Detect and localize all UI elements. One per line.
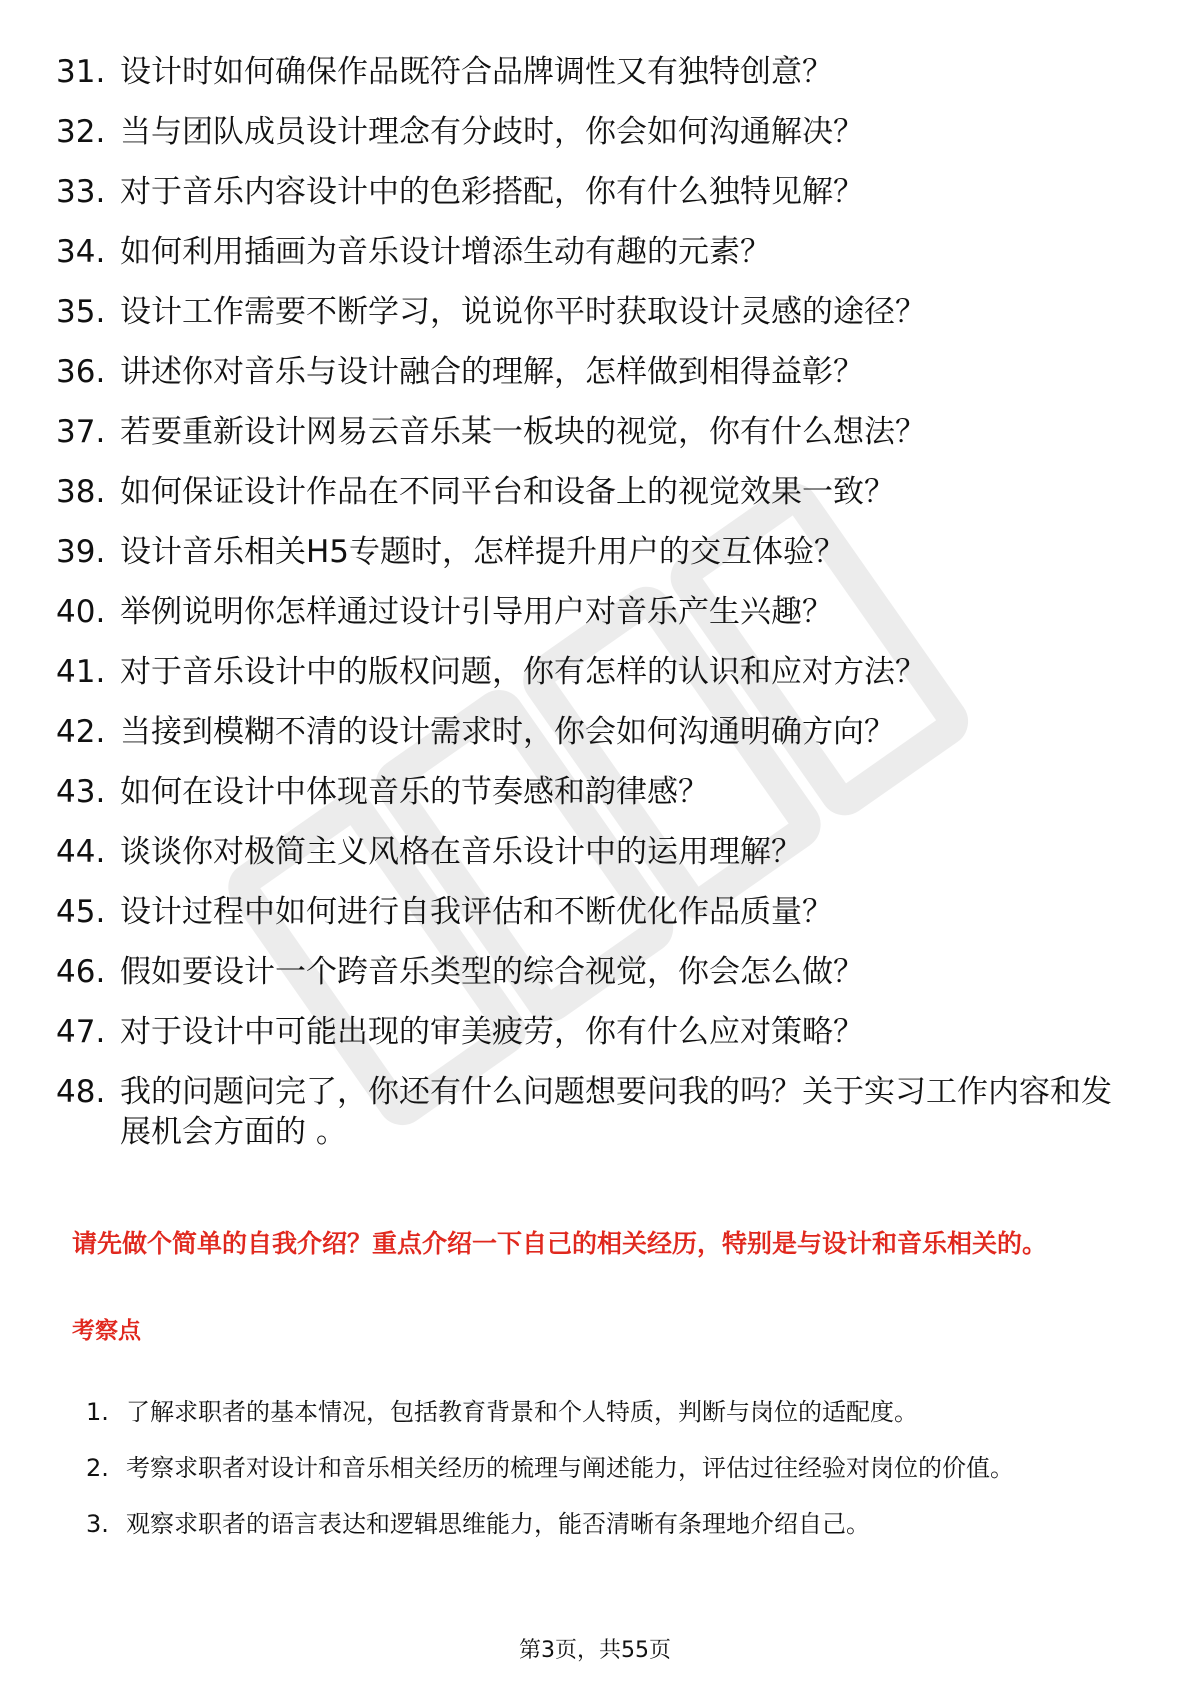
list-item xyxy=(56,652,1136,692)
question-number: 47. xyxy=(56,1014,106,1050)
question-text: 设计工作需要不断学习，说说你平时获取设计灵感的途径？ xyxy=(120,294,926,330)
page-number: 第3页，共55页 xyxy=(519,1638,671,1663)
question-number: 39. xyxy=(56,534,106,570)
section-label: 考察点 xyxy=(72,1318,141,1344)
list-item xyxy=(86,1496,1126,1552)
question-text: 谈谈你对极简主义风格在音乐设计中的运用理解？ xyxy=(120,834,802,870)
list-item xyxy=(56,832,1136,872)
question-number: 34. xyxy=(56,234,106,270)
list-item xyxy=(56,52,1136,92)
question-text: 如何保证设计作品在不同平台和设备上的视觉效果一致？ xyxy=(120,474,895,510)
question-number: 42. xyxy=(56,714,106,750)
list-item xyxy=(56,592,1136,632)
question-text: 设计时如何确保作品既符合品牌调性又有独特创意？ xyxy=(120,54,833,90)
list-item xyxy=(86,1384,1126,1440)
question-number: 44. xyxy=(56,834,106,870)
question-text: 设计过程中如何进行自我评估和不断优化作品质量？ xyxy=(120,894,833,930)
question-text: 当与团队成员设计理念有分歧时，你会如何沟通解决？ xyxy=(120,114,864,150)
question-number: 45. xyxy=(56,894,106,930)
list-item xyxy=(56,472,1136,512)
question-number: 41. xyxy=(56,654,106,690)
list-item xyxy=(56,172,1136,212)
question-text: 如何利用插画为音乐设计增添生动有趣的元素？ xyxy=(120,234,771,270)
list-item xyxy=(56,412,1136,452)
question-text: 若要重新设计网易云音乐某一板块的视觉，你有什么想法？ xyxy=(120,414,926,450)
question-number: 40. xyxy=(56,594,106,630)
list-item xyxy=(56,772,1136,812)
question-text: 如何在设计中体现音乐的节奏感和韵律感？ xyxy=(120,774,709,810)
point-text: 了解求职者的基本情况，包括教育背景和个人特质，判断与岗位的适配度。 xyxy=(126,1398,918,1426)
list-item xyxy=(56,712,1136,752)
point-text: 考察求职者对设计和音乐相关经历的梳理与阐述能力，评估过往经验对岗位的价值。 xyxy=(126,1454,1014,1482)
point-text: 观察求职者的语言表达和逻辑思维能力，能否清晰有条理地介绍自己。 xyxy=(126,1510,870,1538)
question-text: 举例说明你怎样通过设计引导用户对音乐产生兴趣？ xyxy=(120,594,833,630)
question-number: 43. xyxy=(56,774,106,810)
question-number: 33. xyxy=(56,174,106,210)
question-text: 设计音乐相关H5专题时，怎样提升用户的交互体验？ xyxy=(120,534,846,570)
list-item xyxy=(56,1072,1136,1152)
assessment-points xyxy=(86,1384,1126,1552)
question-text: 对于设计中可能出现的审美疲劳，你有什么应对策略？ xyxy=(120,1014,864,1050)
list-item xyxy=(56,952,1136,992)
question-text: 我的问题问完了，你还有什么问题想要问我的吗？关于实习工作内容和发展机会方面的 。 xyxy=(120,1074,1112,1150)
list-item xyxy=(56,112,1136,152)
question-list xyxy=(56,52,1136,1170)
question-number: 31. xyxy=(56,54,106,90)
question-number: 36. xyxy=(56,354,106,390)
list-item xyxy=(56,292,1136,332)
list-item xyxy=(56,352,1136,392)
point-number: 2. xyxy=(86,1454,109,1482)
question-text: 对于音乐内容设计中的色彩搭配，你有什么独特见解？ xyxy=(120,174,864,210)
section-heading: 请先做个简单的自我介绍？重点介绍一下自己的相关经历，特别是与设计和音乐相关的。 xyxy=(72,1229,1048,1258)
question-number: 37. xyxy=(56,414,106,450)
question-number: 48. xyxy=(56,1074,106,1110)
question-text: 讲述你对音乐与设计融合的理解，怎样做到相得益彰？ xyxy=(120,354,864,390)
point-number: 1. xyxy=(86,1398,109,1426)
question-number: 46. xyxy=(56,954,106,990)
list-item xyxy=(56,532,1136,572)
question-number: 32. xyxy=(56,114,106,150)
point-number: 3. xyxy=(86,1510,109,1538)
list-item xyxy=(56,232,1136,272)
question-number: 38. xyxy=(56,474,106,510)
question-text: 假如要设计一个跨音乐类型的综合视觉，你会怎么做？ xyxy=(120,954,864,990)
list-item xyxy=(86,1440,1126,1496)
list-item xyxy=(56,1012,1136,1052)
list-item xyxy=(56,892,1136,932)
question-number: 35. xyxy=(56,294,106,330)
question-text: 对于音乐设计中的版权问题，你有怎样的认识和应对方法？ xyxy=(120,654,926,690)
question-text: 当接到模糊不清的设计需求时，你会如何沟通明确方向？ xyxy=(120,714,895,750)
